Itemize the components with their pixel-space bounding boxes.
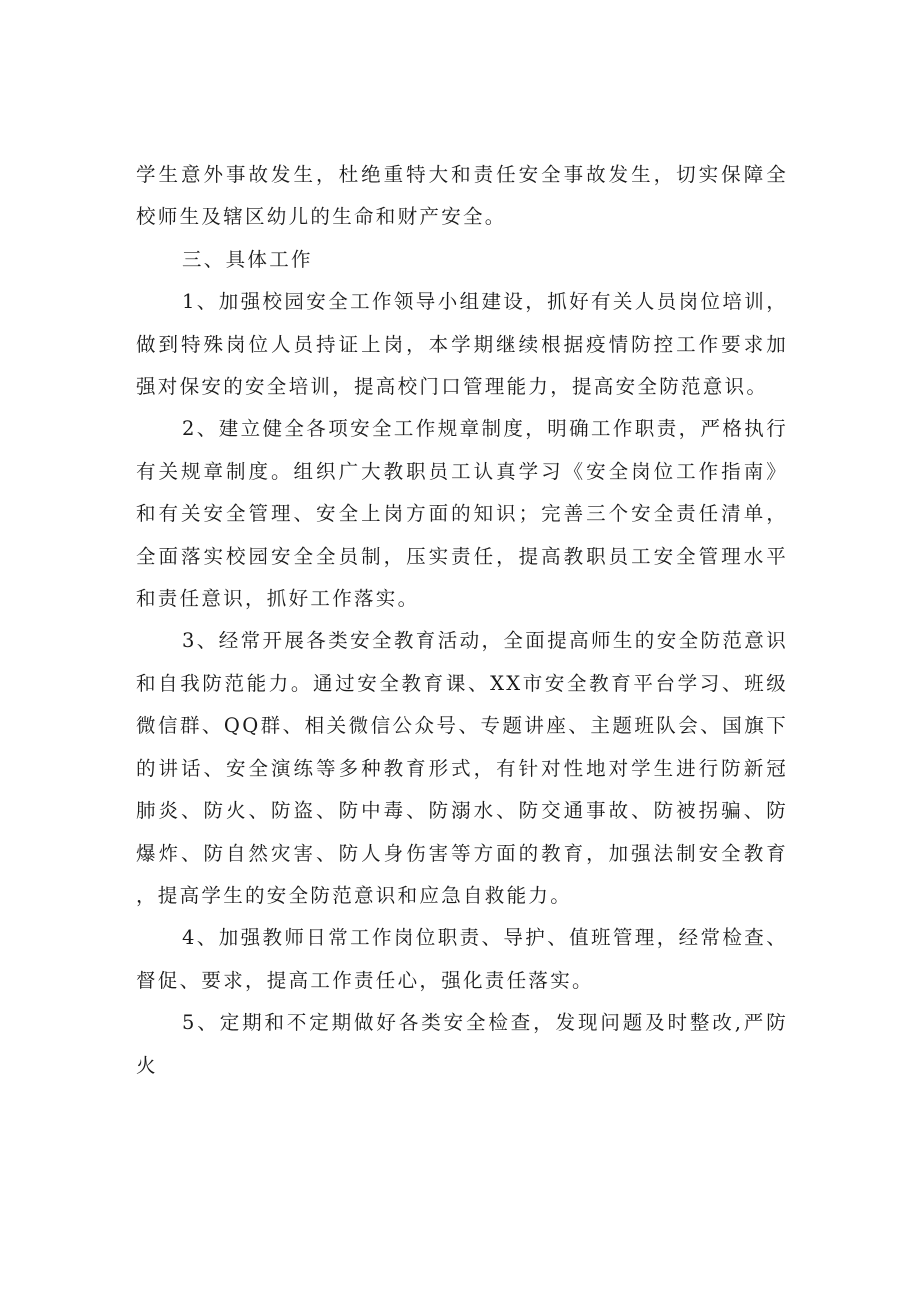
paragraph-item-5: 5、定期和不定期做好各类安全检查，发现问题及时整改,严防火 [136,1011,788,1077]
paragraph-item-2: 2、建立健全各项安全工作规章制度，明确工作职责，严格执行有关规章制度。组织广大教职员工认真学习《安全岗位工作指南》和有关安全管理、安全上岗方面的知识；完善三个安全责任清单，全面落实校园安全全员制，压实责任，提高教职员工安全管理水平和责任意识，抓好工作落实。 [136,417,788,611]
paragraph-item-1: 1、加强校园安全工作领导小组建设，抓好有关人员岗位培训，做到特殊岗位人员持证上岗，本学期继续根据疫情防控工作要求加强对保安的安全培训，提高校门口管理能力，提高安全防范意识。 [136,290,788,399]
paragraph-item-3: 3、经常开展各类安全教育活动，全面提高师生的安全防范意识和自我防范能力。通过安全教育课、XX市安全教育平台学习、班级微信群、QQ群、相关微信公众号、专题讲座、主题班队会、国旗下的讲话、安全演练等多种教育形式，有针对性地对学生进行防新冠肺炎、防火、防盗、防中毒、防溺水、防交通事故、防被拐骗、防爆炸、防自然灾害、防人身伤害等方面的教育，加强法制安全教育，提高学生的安全防范意识和应急自救能力。 [136,629,788,907]
paragraph-continuation: 学生意外事故发生，杜绝重特大和责任安全事故发生，切实保障全校师生及辖区幼儿的生命和财产安全。 [136,163,788,229]
document-body [136,154,788,1087]
section-heading: 三、具体工作 [182,247,313,271]
paragraph-item-4: 4、加强教师日常工作岗位职责、导护、值班管理，经常检查、督促、要求，提高工作责任心，强化责任落实。 [136,926,788,992]
